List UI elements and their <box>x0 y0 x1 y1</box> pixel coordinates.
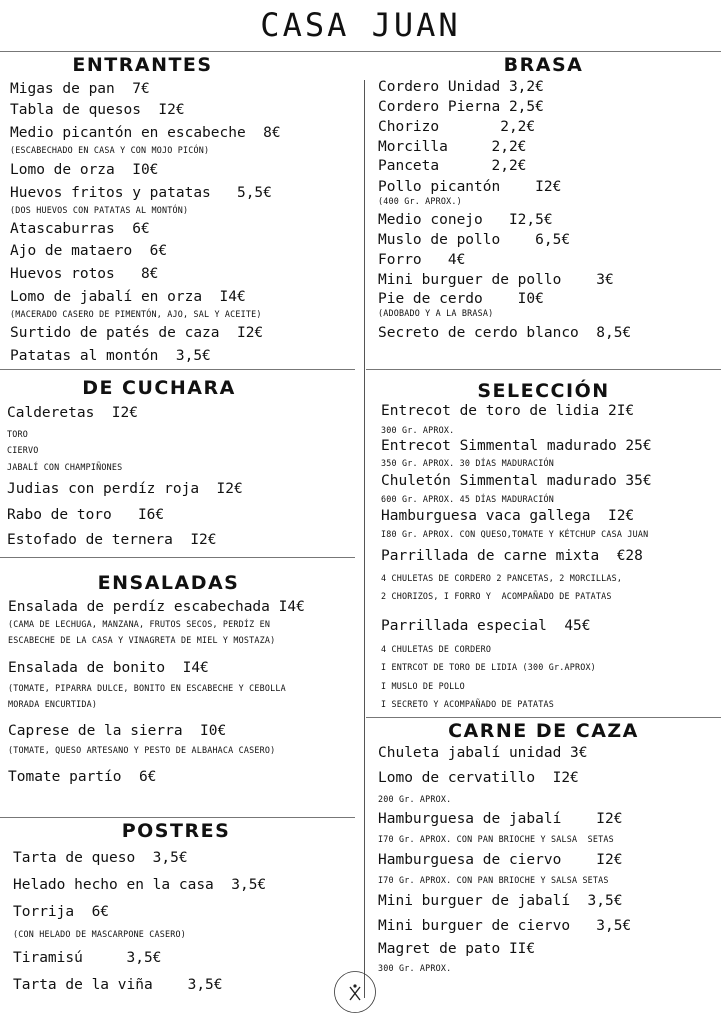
menu-item: Torrija 6€ <box>13 904 110 920</box>
column-divider <box>364 80 365 998</box>
menu-item-note: CIERVO <box>7 445 39 455</box>
menu-item: Ensalada de perdíz escabechada I4€ <box>8 599 305 615</box>
menu-item-note: 300 Gr. APROX. <box>378 963 452 973</box>
menu-item-note: (400 Gr. APROX.) <box>378 196 462 206</box>
divider-brasa-seleccion <box>366 369 721 370</box>
menu-item-note: 600 Gr. APROX. 45 DÍAS MADURACIÓN <box>381 494 554 504</box>
menu-item-note: 200 Gr. APROX. <box>378 794 452 804</box>
menu-item-note: I70 Gr. APROX. CON PAN BRIOCHE Y SALSA SETAS <box>378 875 609 885</box>
menu-item-note: (CON HELADO DE MASCARPONE CASERO) <box>13 929 186 939</box>
menu-item-note: 350 Gr. APROX. 30 DÍAS MADURACIÓN <box>381 458 554 468</box>
menu-item-note: I70 Gr. APROX. CON PAN BRIOCHE Y SALSA SETAS <box>378 834 614 844</box>
section-title-cuchara: DE CUCHARA <box>82 377 236 399</box>
menu-item: Medio conejo I2,5€ <box>378 212 553 228</box>
menu-item-note: I80 Gr. APROX. CON QUESO,TOMATE Y KÉTCHUP CASA JUAN <box>381 529 649 539</box>
menu-item-note: 2 CHORIZOS, I FORRO Y ACOMPAÑADO DE PATATAS <box>381 591 612 601</box>
menu-item-note: TORO <box>7 429 28 439</box>
menu-item-note: MORADA ENCURTIDA) <box>8 699 98 709</box>
menu-item: Entrecot Simmental madurado 25€ <box>381 438 652 454</box>
menu-item: Medio picantón en escabeche 8€ <box>10 125 281 141</box>
menu-item-note: 4 CHULETAS DE CORDERO 2 PANCETAS, 2 MORCILLAS, <box>381 573 623 583</box>
menu-item-note: I SECRETO Y ACOMPAÑADO DE PATATAS <box>381 699 554 709</box>
menu-item: Huevos rotos 8€ <box>10 266 159 282</box>
section-title-seleccion: SELECCIÓN <box>477 380 610 402</box>
menu-item: Pie de cerdo I0€ <box>378 291 544 307</box>
menu-item-note: I MUSLO DE POLLO <box>381 681 465 691</box>
menu-item-note: (ADOBADO Y A LA BRASA) <box>378 308 494 318</box>
section-title-postres: POSTRES <box>121 820 231 842</box>
divider-entrantes-cuchara <box>0 369 355 370</box>
menu-item-note: (ESCABECHADO EN CASA Y CON MOJO PICÓN) <box>10 145 210 155</box>
divider-seleccion-caza <box>366 717 721 718</box>
menu-item: Atascaburras 6€ <box>10 221 150 237</box>
menu-item: Morcilla 2,2€ <box>378 139 527 155</box>
menu-item: Hamburguesa de ciervo I2€ <box>378 852 623 868</box>
menu-item-note: (CAMA DE LECHUGA, MANZANA, FRUTOS SECOS, PERDÍZ EN <box>8 619 271 629</box>
menu-item: Pollo picantón I2€ <box>378 179 562 195</box>
section-title-ensaladas: ENSALADAS <box>97 572 240 594</box>
menu-item: Chorizo 2,2€ <box>378 119 536 135</box>
section-title-caza: CARNE DE CAZA <box>448 720 639 742</box>
menu-item: Helado hecho en la casa 3,5€ <box>13 877 267 893</box>
menu-item: Patatas al montón 3,5€ <box>10 348 211 364</box>
menu-item: Tarta de la viña 3,5€ <box>13 977 223 993</box>
menu-item: Surtido de patés de caza I2€ <box>10 325 264 341</box>
menu-item: Parrillada especial 45€ <box>381 618 591 634</box>
menu-item: Ajo de mataero 6€ <box>10 243 168 259</box>
menu-item-note: (MACERADO CASERO DE PIMENTÓN, AJO, SAL Y ACEITE) <box>10 309 262 319</box>
menu-item: Forro 4€ <box>378 252 466 268</box>
section-title-entrantes: ENTRANTES <box>72 54 213 76</box>
divider-ensaladas-postres <box>0 817 355 818</box>
divider-cuchara-ensaladas <box>0 557 355 558</box>
menu-item: Mini burguer de pollo 3€ <box>378 272 614 288</box>
menu-item: Caprese de la sierra I0€ <box>8 723 227 739</box>
menu-item: Huevos fritos y patatas 5,5€ <box>10 185 272 201</box>
casa-juan-logo <box>333 970 377 1014</box>
menu-item: Rabo de toro I6€ <box>7 507 165 523</box>
menu-item: Panceta 2,2€ <box>378 158 527 174</box>
title-divider <box>0 51 721 52</box>
menu-item: Hamburguesa de jabalí I2€ <box>378 811 623 827</box>
menu-item: Tomate partío 6€ <box>8 769 157 785</box>
menu-item: Mini burguer de jabalí 3,5€ <box>378 893 623 909</box>
menu-item: Estofado de ternera I2€ <box>7 532 217 548</box>
menu-item-note: ESCABECHE DE LA CASA Y VINAGRETA DE MIEL Y MOSTAZA) <box>8 635 276 645</box>
menu-item-note: (TOMATE, PIPARRA DULCE, BONITO EN ESCABECHE Y CEBOLLA <box>8 683 286 693</box>
menu-item: Magret de pato II€ <box>378 941 536 957</box>
restaurant-name: CASA JUAN <box>260 6 461 44</box>
menu-item-note: (TOMATE, QUESO ARTESANO Y PESTO DE ALBAHACA CASERO) <box>8 745 276 755</box>
menu-item: Hamburguesa vaca gallega I2€ <box>381 508 635 524</box>
menu-item: Lomo de jabalí en orza I4€ <box>10 289 246 305</box>
menu-item: Chuleta jabalí unidad 3€ <box>378 745 588 761</box>
menu-item: Cordero Pierna 2,5€ <box>378 99 544 115</box>
menu-item: Tarta de queso 3,5€ <box>13 850 188 866</box>
menu-item: Muslo de pollo 6,5€ <box>378 232 571 248</box>
menu-item: Lomo de cervatillo I2€ <box>378 770 579 786</box>
menu-item: Migas de pan 7€ <box>10 81 150 97</box>
menu-item: Secreto de cerdo blanco 8,5€ <box>378 325 632 341</box>
menu-item-note: JABALÍ CON CHAMPIÑONES <box>7 462 123 472</box>
menu-item: Ensalada de bonito I4€ <box>8 660 209 676</box>
menu-item: Entrecot de toro de lidia 2I€ <box>381 403 635 419</box>
menu-item: Chuletón Simmental madurado 35€ <box>381 473 652 489</box>
menu-item-note: I ENTRCOT DE TORO DE LIDIA (300 Gr.APROX) <box>381 662 596 672</box>
menu-item: Lomo de orza I0€ <box>10 162 159 178</box>
menu-item: Tiramisú 3,5€ <box>13 950 162 966</box>
menu-item-note: (DOS HUEVOS CON PATATAS AL MONTÓN) <box>10 205 189 215</box>
menu-item: Cordero Unidad 3,2€ <box>378 79 544 95</box>
menu-item: Calderetas I2€ <box>7 405 138 421</box>
menu-item-note: 300 Gr. APROX. <box>381 425 455 435</box>
menu-item: Parrillada de carne mixta €28 <box>381 548 643 564</box>
section-title-brasa: BRASA <box>503 54 584 76</box>
menu-item: Tabla de quesos I2€ <box>10 102 185 118</box>
menu-item-note: 4 CHULETAS DE CORDERO <box>381 644 492 654</box>
menu-item: Mini burguer de ciervo 3,5€ <box>378 918 632 934</box>
menu-item: Judias con perdíz roja I2€ <box>7 481 243 497</box>
